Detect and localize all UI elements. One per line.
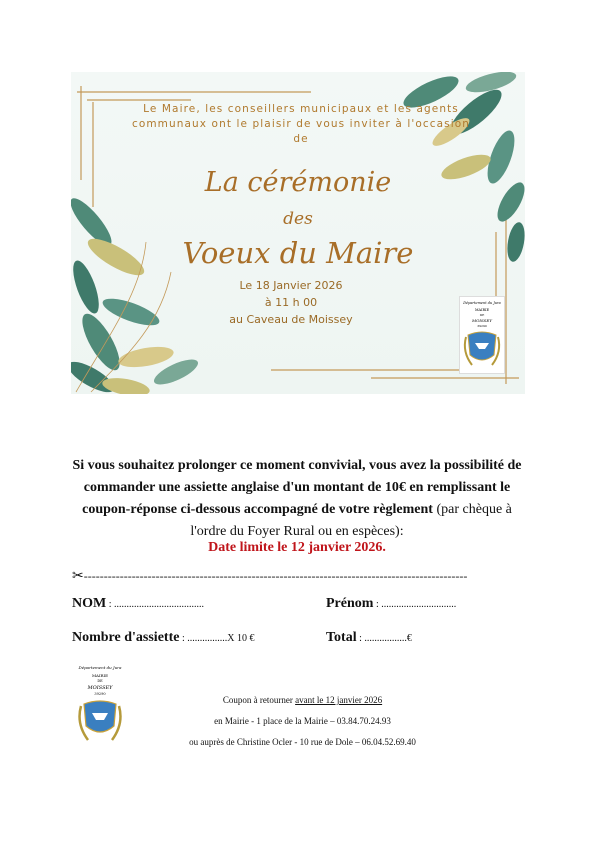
invitation-card bbox=[71, 72, 525, 394]
invitation-title-line3: Voeux du Maire bbox=[182, 236, 414, 270]
footer-line3: ou auprès de Christine Ocler - 10 rue de Dole – 06.04.52.69.40 bbox=[189, 737, 416, 747]
svg-text:Département du Jura: Département du Jura bbox=[463, 301, 501, 305]
town-crest-large bbox=[75, 662, 125, 748]
deadline-text: Date limite le 12 janvier 2026. bbox=[208, 540, 386, 555]
cut-dashes: ------------------------------------------------------------------------------------------------ bbox=[83, 569, 468, 583]
total-label: Total bbox=[326, 630, 357, 645]
svg-text:39290: 39290 bbox=[477, 324, 487, 328]
invitation-title-line2: des bbox=[283, 209, 313, 229]
footer-line2: en Mairie - 1 place de la Mairie – 03.84.70.24.93 bbox=[214, 716, 391, 726]
footer-line1-prefix: Coupon à retourner bbox=[222, 695, 296, 705]
invitation-place: au Caveau de Moissey bbox=[229, 313, 353, 326]
nombre-label: Nombre d'assiette bbox=[72, 630, 180, 645]
town-crest-small bbox=[459, 296, 505, 374]
nombre-assiette-field[interactable] bbox=[72, 630, 254, 646]
nom-field[interactable] bbox=[72, 596, 204, 612]
message-normal: (par chèque à l'ordre du Foyer Rural ou en espèces): bbox=[190, 502, 512, 539]
svg-text:Département du Jura: Département du Jura bbox=[78, 665, 122, 670]
svg-text:MAIRIE: MAIRIE bbox=[91, 673, 109, 678]
svg-text:39290: 39290 bbox=[94, 692, 106, 696]
total-fill: : .................€ bbox=[356, 633, 412, 644]
invitation-title-line1: La cérémonie bbox=[204, 167, 392, 198]
nom-label: NOM bbox=[72, 596, 107, 611]
svg-text:DE: DE bbox=[479, 313, 485, 317]
invitation-date: Le 18 Janvier 2026 bbox=[239, 279, 343, 292]
nom-fill: : .................................... bbox=[106, 599, 204, 610]
svg-text:MAIRIE: MAIRIE bbox=[474, 308, 490, 312]
invitation-message bbox=[72, 455, 522, 543]
svg-text:DE: DE bbox=[97, 679, 103, 683]
coupon-return-info bbox=[130, 690, 475, 753]
message-bold: Si vous souhaitez prolonger ce moment convivial, vous avez la possibilité de commander une assiette anglaise d'un montant de 10€ en remplissant le coupon-réponse ci-dessous accompagné de votre règlement bbox=[72, 458, 522, 517]
invitation-intro: Le Maire, les conseillers municipaux et les agents communaux ont le plaisir de vous inviter à l'occasion de bbox=[131, 103, 471, 145]
total-field[interactable] bbox=[326, 630, 412, 646]
prenom-label: Prénom bbox=[326, 596, 374, 611]
prenom-field[interactable] bbox=[326, 596, 456, 612]
invitation-time: à 11 h 00 bbox=[264, 296, 318, 309]
nombre-fill: : ................X 10 € bbox=[179, 633, 255, 644]
svg-text:MOISSEY: MOISSEY bbox=[87, 685, 113, 691]
scissors-icon: ✂ bbox=[72, 569, 84, 584]
prenom-fill: : .............................. bbox=[373, 599, 457, 610]
cut-line bbox=[72, 568, 522, 586]
svg-text:MOISSEY: MOISSEY bbox=[472, 318, 492, 323]
footer-line1-deadline: avant le 12 janvier 2026 bbox=[295, 695, 383, 705]
invitation-details bbox=[191, 277, 391, 328]
footer-line1 bbox=[130, 690, 475, 711]
